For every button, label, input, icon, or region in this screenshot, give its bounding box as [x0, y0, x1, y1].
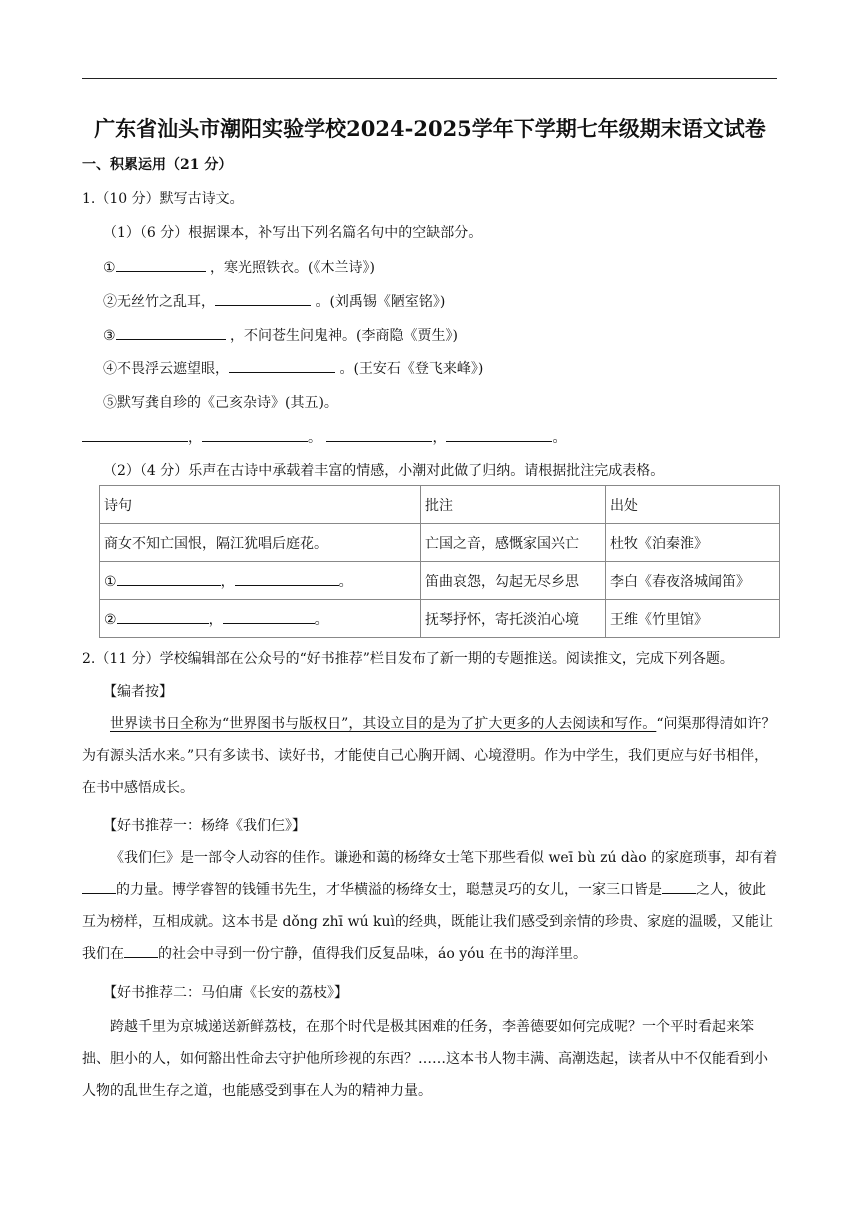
recommendation-1-paragraph [82, 842, 778, 970]
table-row [100, 600, 780, 638]
answer-blank[interactable] [215, 291, 311, 306]
header-source: 出处 [606, 486, 780, 524]
period: 。 [338, 573, 353, 590]
question-2-stem: 2.（11 分）学校编辑部在公众号的“好书推荐”栏目发布了新一期的专题推送。阅读推文，完成下列各题。 [82, 651, 734, 667]
page-title: 广东省汕头市潮阳实验学校2024-2025学年下学期七年级期末语文试卷 [94, 116, 766, 141]
header-rule [82, 78, 777, 79]
poem-cell: 商女不知亡国恨，隔江犹唱后庭花。 [100, 524, 421, 562]
recommendation-1-heading: 【好书推荐一：杨绛《我们仨》】 [103, 818, 306, 834]
note-cell: 亡国之音，感慨家国兴亡 [421, 524, 606, 562]
comma: ， [208, 611, 223, 628]
fill-item-5: ⑤默写龚自珍的《己亥杂诗》(其五)。 [103, 395, 338, 411]
row-marker: ① [104, 573, 117, 590]
answer-blank[interactable] [662, 879, 696, 894]
source-cell: 杜牧《泊秦淮》 [606, 524, 780, 562]
question-1-part-2: （2）（4 分）乐声在古诗中承载着丰富的情感，小潮对此做了归纳。请根据批注完成表格。 [103, 463, 665, 479]
comma: ， [432, 430, 447, 446]
poem-cell [100, 562, 421, 600]
recommendation-2-paragraph: 跨越千里为京城递送新鲜荔枝，在那个时代是极其困难的任务，李善德要如何完成呢？一个平时看起来笨拙、胆小的人，如何豁出性命去守护他所珍视的东西？……这本书人物丰满、高潮迭起，读者从中不仅能看到小人物的乱世生存之道，也能感受到事在人为的精神力量。 [82, 1019, 768, 1099]
music-poem-table [99, 485, 780, 638]
fill-item-2 [103, 291, 445, 312]
item-1-prefix: ① [103, 260, 116, 276]
item-2-prefix: ②无丝竹之乱耳， [103, 294, 215, 310]
item-1-suffix: ，寒光照铁衣。(《木兰诗》) [210, 260, 375, 276]
question-1-part-1: （1）（6 分）根据课本，补写出下列名篇名句中的空缺部分。 [103, 225, 483, 241]
item-3-prefix: ③ [103, 328, 116, 344]
answer-blank[interactable] [326, 427, 432, 442]
answer-blank[interactable] [223, 609, 315, 624]
section-heading: 一、积累运用（21 分） [82, 157, 233, 173]
comma: ， [188, 430, 202, 446]
period: 。 [314, 611, 329, 628]
answer-blank[interactable] [116, 325, 226, 340]
table-row [100, 524, 780, 562]
header-note: 批注 [421, 486, 606, 524]
answer-blank[interactable] [82, 427, 188, 442]
answer-blank[interactable] [446, 427, 552, 442]
item-4-prefix: ④不畏浮云遮望眼， [103, 361, 229, 377]
poem-cell [100, 600, 421, 638]
source-cell: 王维《竹里馆》 [606, 600, 780, 638]
fill-item-1 [103, 257, 375, 278]
note-cell: 笛曲哀怨，勾起无尽乡思 [421, 562, 606, 600]
answer-blank[interactable] [202, 427, 308, 442]
recommendation-2-heading: 【好书推荐二：马伯庸《长安的荔枝》】 [103, 985, 348, 1001]
fill-item-5-blanks [82, 427, 566, 448]
answer-blank[interactable] [124, 943, 158, 958]
editor-text: “问渠那得清如许？为有源头活水来。”只有多读书、读好书，才能使自己心胸开阔、心境澄明。作为中学生，我们更应与好书相伴，在书中感悟成长。 [82, 716, 776, 796]
table-header-row [100, 486, 780, 524]
item-3-suffix: ，不问苍生问鬼神。(李商隐《贾生》) [230, 328, 458, 344]
editor-paragraph [82, 708, 778, 804]
note-cell: 抚琴抒怀，寄托淡泊心境 [421, 600, 606, 638]
table-row [100, 562, 780, 600]
period: 。 [308, 430, 322, 446]
fill-item-3 [103, 325, 458, 346]
rec1-text-d: 的社会中寻到一份宁静，值得我们反复品味，áo yóu 在书的海洋里。 [158, 946, 588, 962]
rec1-text-a: 《我们仨》是一部令人动容的佳作。谦逊和蔼的杨绛女士笔下那些看似 weī bù zú dào 的家庭琐事，却有着 [110, 850, 778, 866]
rec1-text-c: 之人，彼此互为榜样，互相成就。这本书是 dǒng zhī wú kuì的经典，既能让我们感受到亲情的珍贵、家庭的温暖，又能让我们在 [82, 882, 774, 962]
header-poem: 诗句 [100, 486, 421, 524]
answer-blank[interactable] [235, 571, 339, 586]
question-1-stem: 1.（10 分）默写古诗文。 [82, 191, 244, 207]
answer-blank[interactable] [116, 257, 206, 272]
period: 。 [552, 430, 567, 446]
rec1-text-b: 的力量。博学睿智的钱锺书先生，才华横溢的杨绛女士，聪慧灵巧的女儿，一家三口皆是 [116, 882, 662, 898]
fill-item-4 [103, 358, 483, 379]
answer-blank[interactable] [117, 571, 221, 586]
row-marker: ② [104, 611, 117, 628]
underlined-sentence: 世界读书日全称为“世界图书与版权日”，其设立目的是为了扩大更多的人去阅读和写作。 [110, 716, 657, 732]
answer-blank[interactable] [117, 609, 209, 624]
source-cell: 李白《春夜洛城闻笛》 [606, 562, 780, 600]
editor-heading: 【编者按】 [103, 684, 173, 700]
item-4-suffix: 。(王安石《登飞来峰》) [339, 361, 484, 377]
item-2-suffix: 。(刘禹锡《陋室铭》) [315, 294, 446, 310]
answer-blank[interactable] [229, 358, 335, 373]
comma: ， [220, 573, 235, 590]
answer-blank[interactable] [82, 879, 116, 894]
